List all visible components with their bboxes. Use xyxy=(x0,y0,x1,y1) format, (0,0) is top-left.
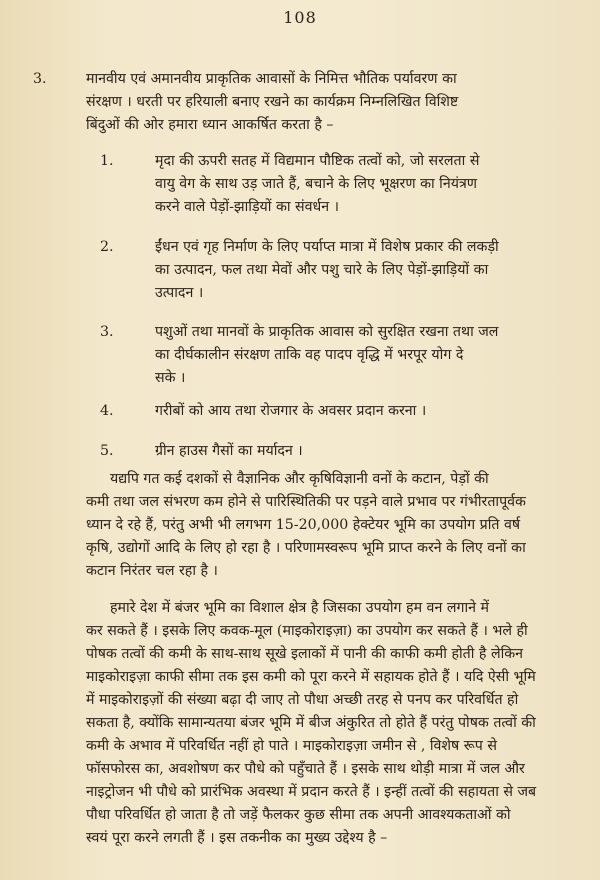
text-line: यद्यपि गत कई दशकों से वैज्ञानिक और कृषिविज्ञानी वनों के कटान, पेड़ों की xyxy=(110,471,489,487)
text-line: उत्पादन । xyxy=(155,285,204,301)
text-line: कटान निरंतर चल रहा है । xyxy=(86,563,218,579)
text-line: गरीबों को आय तथा रोजगार के अवसर प्रदान करना । xyxy=(155,403,427,419)
subitem-4-text xyxy=(155,400,575,423)
text-line: वायु वेग के साथ उड़ जाते हैं, बचाने के लिए भूक्षरण का नियंत्रण xyxy=(155,176,478,192)
text-line: करने वाले पेड़ों-झाड़ियों का संवर्धन । xyxy=(155,199,340,215)
page-number: 108 xyxy=(283,8,317,27)
text-line: स्वयं पूरा करने लगती हैं । इस तकनीक का मुख्य उद्देश्य है – xyxy=(86,830,388,846)
text-line: पोषक तत्वों की कमी के साथ-साथ सूखे इलाकों में पानी की काफी कमी होती है लेकिन xyxy=(86,646,524,662)
text-line: ध्यान दे रहे हैं, परंतु अभी भी लगभग 15-20,000 हेक्टेयर भूमि का उपयोग प्रति वर्ष xyxy=(86,517,521,533)
text-line: बिंदुओं की ओर हमारा ध्यान आकर्षित करता है – xyxy=(86,117,334,133)
subitem-2-text xyxy=(155,236,575,305)
text-line: कृषि, उद्योगों आदि के लिए हो रहा है । परिणामस्वरूप भूमि प्राप्त करने के लिए वनों का xyxy=(86,540,526,556)
text-line: में माइकोराइज़ों की संख्या बढ़ा दी जाए तो पौधा अच्छी तरह से पनप कर परिवर्धित हो xyxy=(86,692,519,708)
subitem-3-number: 3. xyxy=(100,324,114,340)
text-line: संरक्षण । धरती पर हरियाली बनाए रखने का कार्यक्रम निम्नलिखित विशिष्ट xyxy=(86,94,459,110)
text-line: फॉसफोरस का, अवशोषण कर पौधे को पहुँचाते हैं । इसके साथ थोड़ी मात्रा में जल और xyxy=(86,761,525,777)
text-line: ग्रीन हाउस गैसों का मर्यादन । xyxy=(155,443,303,459)
subitem-5-number: 5. xyxy=(100,443,114,459)
text-line: कमी तथा जल संभरण कम होने से पारिस्थितिकी पर पड़ने वाले प्रभाव पर गंभीरतापूर्वक xyxy=(86,494,526,510)
text-line: सकता है, क्योंकि सामान्यतया बंजर भूमि में बीज अंकुरित तो होते हैं परंतु पोषक तत्वों की xyxy=(86,715,536,731)
subitem-2-number: 2. xyxy=(100,239,114,255)
item-3-text xyxy=(86,68,576,137)
text-line: कर सकते हैं । इसके लिए कवक-मूल (माइकोराइज़ा) का उपयोग कर सकते हैं । भले ही xyxy=(86,623,528,639)
text-line: नाइट्रोजन भी पौधे को प्रारंभिक अवस्था में प्रदान करते हैं । इन्हीं तत्वों की सहायता से जब xyxy=(86,784,537,800)
text-line: पशुओं तथा मानवों के प्राकृतिक आवास को सुरक्षित रखना तथा जल xyxy=(155,324,499,340)
text-line: माइकोराइज़ा काफी सीमा तक इस कमी को पूरा करने में सहायक होते हैं । यदि ऐसी भूमि xyxy=(86,669,536,685)
text-line: मृदा की ऊपरी सतह में विद्यमान पौष्टिक तत्वों को, जो सरलता से xyxy=(155,153,480,169)
item-3-number: 3. xyxy=(33,71,47,87)
paragraph-2 xyxy=(86,597,576,850)
subitem-5-text xyxy=(155,440,575,463)
text-line: कमी के अभाव में परिवर्धित नहीं हो पाते । माइकोराइज़ा जमीन से , विशेष रूप से xyxy=(86,738,497,754)
text-line: सके । xyxy=(155,370,186,386)
text-line: मानवीय एवं अमानवीय प्राकृतिक आवासों के निमित्त भौतिक पर्यावरण का xyxy=(86,71,457,87)
text-line: का दीर्घकालीन संरक्षण ताकि वह पादप वृद्धि में भरपूर योग दे xyxy=(155,347,464,363)
text-line: हमारे देश में बंजर भूमि का विशाल क्षेत्र है जिसका उपयोग हम वन लगाने में xyxy=(110,600,489,616)
subitem-3-text xyxy=(155,321,575,390)
subitem-1-text xyxy=(155,150,575,219)
subitem-1-number: 1. xyxy=(100,153,114,169)
paragraph-1 xyxy=(86,468,576,583)
text-line: का उत्पादन, फल तथा मेवों और पशु चारे के लिए पेड़ों-झाड़ियों का xyxy=(155,262,489,278)
text-line: पौधा परिवर्धित हो जाता है तो जड़ें फैलकर कुछ सीमा तक अपनी आवश्यकताओं को xyxy=(86,807,511,823)
subitem-4-number: 4. xyxy=(100,403,114,419)
text-line: ईंधन एवं गृह निर्माण के लिए पर्याप्त मात्रा में विशेष प्रकार की लकड़ी xyxy=(155,239,499,255)
